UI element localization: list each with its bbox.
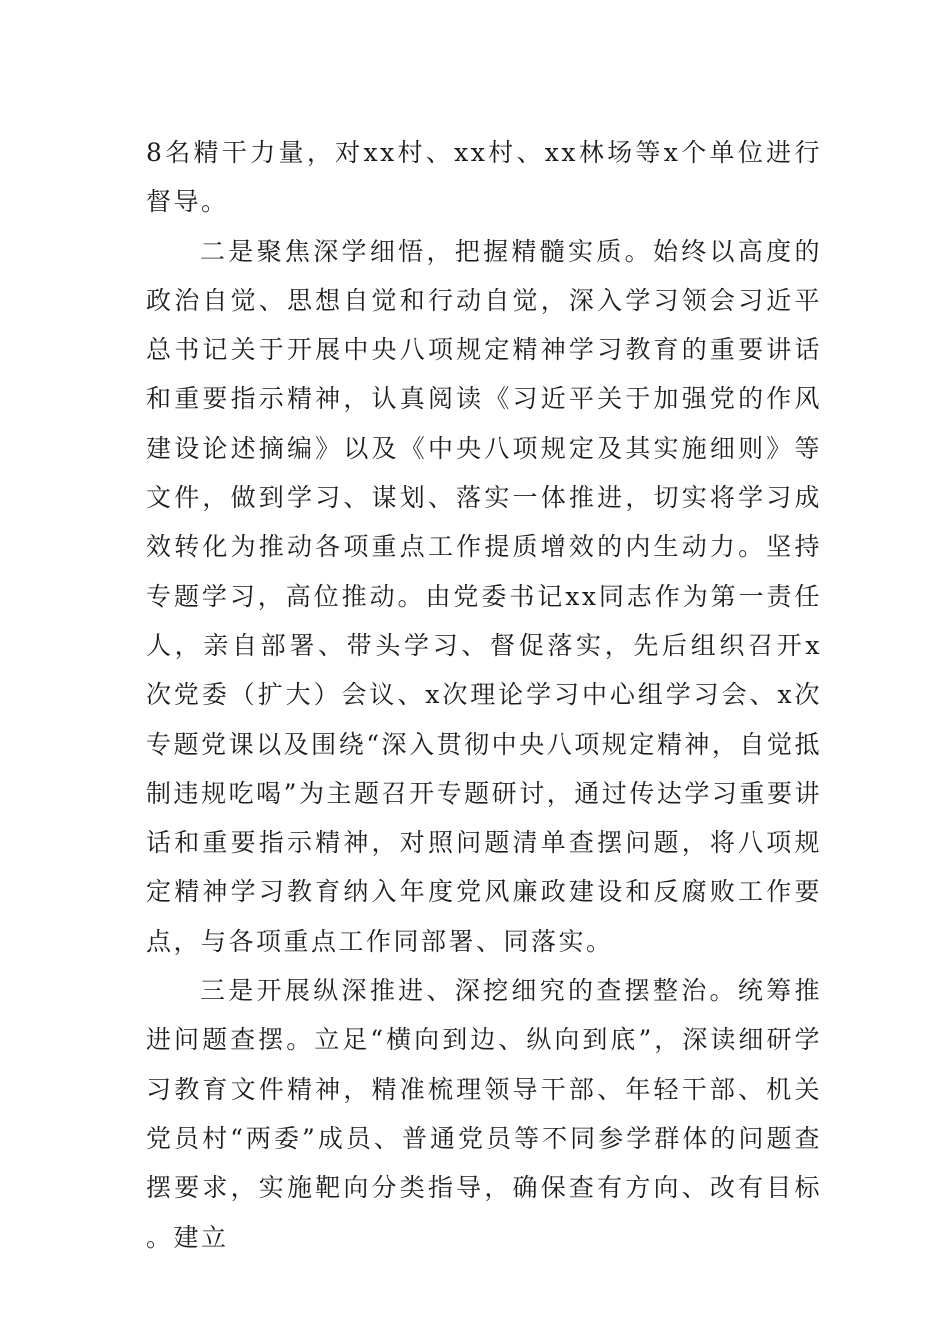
paragraph-continuation: 8名精干力量，对xx村、xx村、xx林场等x个单位进行督导。 [146, 138, 822, 217]
document-body [146, 128, 822, 1262]
paragraph-rectification: 三是开展纵深推进、深挖细究的查摆整治。统筹推进问题查摆。立足“横向到边、纵向到底”，深读细研学习教育文件精神，精准梳理领导干部、年轻干部、机关党员村“两委”成员、普通党员等不同参学群体的问题查摆要求，实施靶向分类指导，确保查有方向、改有目标。建立 [146, 976, 822, 1252]
paragraph-study-focus: 二是聚焦深学细悟，把握精髓实质。始终以高度的政治自觉、思想自觉和行动自觉，深入学习领会习近平总书记关于开展中央八项规定精神学习教育的重要讲话和重要指示精神，认真阅读《习近平关于加强党的作风建设论述摘编》以及《中央八项规定及其实施细则》等文件，做到学习、谋划、落实一体推进，切实将学习成效转化为推动各项重点工作提质增效的内生动力。坚持专题学习，高位推动。由党委书记xx同志作为第一责任人，亲自部署、带头学习、督促落实，先后组织召开x次党委（扩大）会议、x次理论学习中心组学习会、x次专题党课以及围绕“深入贯彻中央八项规定精神，自觉抵制违规吃喝”为主题召开专题研讨，通过传达学习重要讲话和重要指示精神，对照问题清单查摆问题，将八项规定精神学习教育纳入年度党风廉政建设和反腐败工作要点，与各项重点工作同部署、同落实。 [146, 236, 822, 956]
